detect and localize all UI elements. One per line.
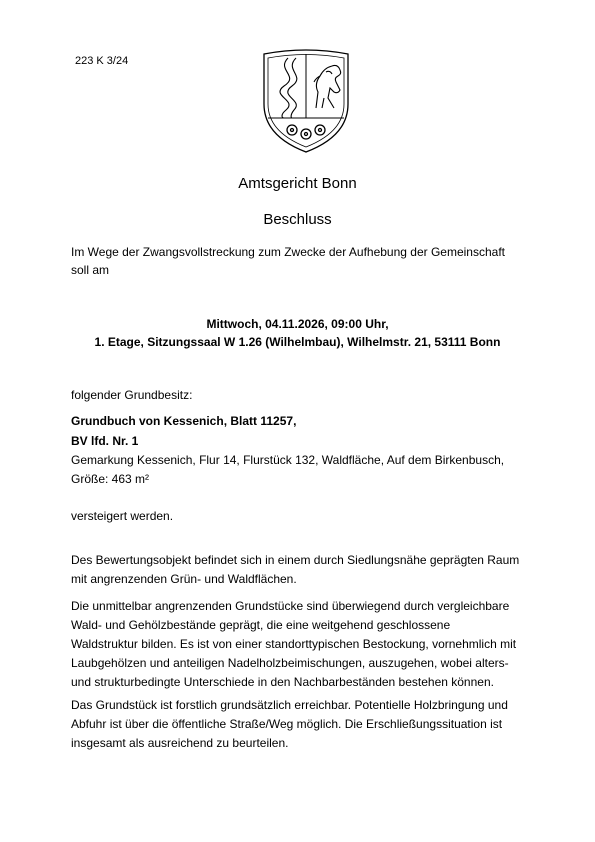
date-line: Mittwoch, 04.11.2026, 09:00 Uhr, [206,317,389,331]
para2-line-5: und strukturbedingte Unterschiede in den Nachbarbeständen bestehen können. [71,675,494,689]
para2-line-4: Laubgehölzen und anteiligen Nadelholzbeimischungen, auszugehen, wobei alters- [71,656,509,670]
case-number: 223 K 3/24 [75,55,129,67]
location-line: 1. Etage, Sitzungssaal W 1.26 (Wilhelmbau), Wilhelmstr. 21, 53111 Bonn [94,335,501,349]
property-intro: folgender Grundbesitz: [71,388,193,402]
intro-line-2: soll am [71,263,110,277]
para1-line-2: mit angrenzenden Grün- und Waldflächen. [71,572,297,586]
coat-of-arms-seal [258,48,354,156]
para2-line-1: Die unmittelbar angrenzenden Grundstücke sind überwiegend durch vergleichbare [71,599,510,613]
para3-line-2: Abfuhr ist über die öffentliche Straße/Weg möglich. Die Erschließungssituation ist [71,717,503,731]
gemarkung-line-2: Größe: 463 m² [71,472,150,486]
grundbuch-line: Grundbuch von Kessenich, Blatt 11257, [71,414,297,428]
auction-line: versteigert werden. [71,509,174,523]
para3-line-3: insgesamt als ausreichend zu beurteilen. [71,736,289,750]
document-type: Beschluss [263,211,332,228]
para2-line-3: Waldstruktur bilden. Es ist von einer standorttypischen Bestockung, vornehmlich mit [71,637,517,651]
para2-line-2: Wald- und Gehölzbestände geprägt, die eine weitgehend geschlossene [71,618,451,632]
intro-line-1: Im Wege der Zwangsvollstreckung zum Zwecke der Aufhebung der Gemeinschaft [71,245,505,259]
para1-line-1: Des Bewertungsobjekt befindet sich in einem durch Siedlungsnähe geprägten Raum [71,553,520,567]
court-name: Amtsgericht Bonn [238,175,357,192]
bv-line: BV lfd. Nr. 1 [71,434,139,448]
para3-line-1: Das Grundstück ist forstlich grundsätzlich erreichbar. Potentielle Holzbringung und [71,698,508,712]
gemarkung-line-1: Gemarkung Kessenich, Flur 14, Flurstück 132, Waldfläche, Auf dem Birkenbusch, [71,453,505,467]
